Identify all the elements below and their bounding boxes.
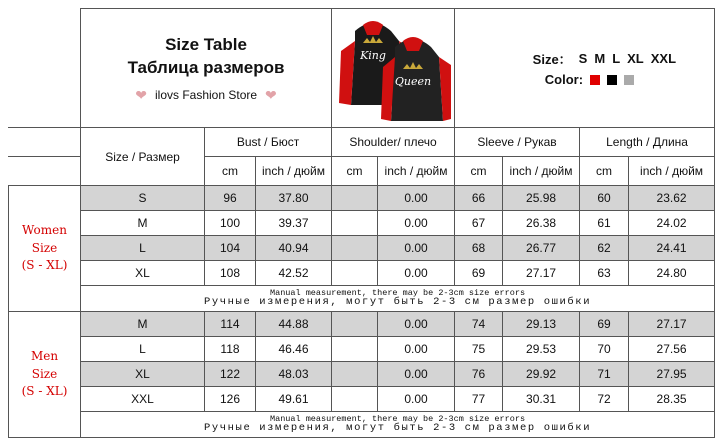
- cell-sleeve-cm: 76: [455, 362, 503, 387]
- cell-sleeve-in: 29.13: [503, 312, 580, 337]
- cell-sleeve-cm: 66: [455, 186, 503, 211]
- cell-size: S: [81, 186, 205, 211]
- cell-length-in: 28.35: [629, 387, 715, 412]
- cell-shoulder-in: 0.00: [378, 312, 455, 337]
- gray-swatch: [624, 75, 634, 85]
- cell-shoulder-in: 0.00: [378, 261, 455, 286]
- unit-inch: inch / дюйм: [378, 157, 455, 186]
- column-header-row: [9, 128, 715, 157]
- store-name: ilovs Fashion Store: [154, 88, 258, 102]
- cell-length-cm: 63: [580, 261, 629, 286]
- cell-shoulder-in: 0.00: [378, 387, 455, 412]
- size-chart: [8, 8, 714, 440]
- note-row: [9, 286, 715, 312]
- note-row: [9, 412, 715, 438]
- col-sleeve: Sleeve / Рукав: [455, 128, 580, 157]
- cell-bust-cm: 96: [205, 186, 256, 211]
- cell-bust-in: 46.46: [256, 337, 332, 362]
- cell-length-cm: 61: [580, 211, 629, 236]
- unit-cm: cm: [332, 157, 378, 186]
- cell-bust-in: 37.80: [256, 186, 332, 211]
- cell-bust-in: 42.52: [256, 261, 332, 286]
- cell-size: M: [81, 211, 205, 236]
- unit-cm: cm: [455, 157, 503, 186]
- cell-shoulder-cm: [332, 236, 378, 261]
- table-row: [9, 362, 715, 387]
- size-table: [8, 8, 715, 438]
- cell-sleeve-in: 30.31: [503, 387, 580, 412]
- cell-size: L: [81, 236, 205, 261]
- sizes-label: Size：: [532, 52, 572, 67]
- cell-sleeve-in: 25.98: [503, 186, 580, 211]
- cell-shoulder-cm: [332, 362, 378, 387]
- table-row: [9, 236, 715, 261]
- men-size-label: [9, 312, 81, 438]
- cell-sleeve-in: 27.17: [503, 261, 580, 286]
- cell-sleeve-in: 29.92: [503, 362, 580, 387]
- col-length: Length / Длина: [580, 128, 715, 157]
- group-label-line: Size: [31, 240, 58, 255]
- cell-length-in: 27.17: [629, 312, 715, 337]
- men-section: [9, 312, 715, 438]
- corner-cell: [9, 128, 81, 157]
- svg-text:Queen: Queen: [394, 75, 432, 88]
- svg-text:King: King: [360, 49, 386, 62]
- table-row: [9, 312, 715, 337]
- title-ru: Таблица размеров: [127, 57, 285, 77]
- cell-length-in: 27.56: [629, 337, 715, 362]
- cell-length-cm: 70: [580, 337, 629, 362]
- cell-bust-cm: 118: [205, 337, 256, 362]
- group-label-line: (S - XL): [21, 384, 68, 399]
- sizes-line: [455, 49, 714, 68]
- cell-bust-in: 44.88: [256, 312, 332, 337]
- size-option: XL: [627, 51, 644, 66]
- info-block: [455, 9, 715, 128]
- cell-length-in: 24.02: [629, 211, 715, 236]
- unit-cm: cm: [205, 157, 256, 186]
- corner-cell: [9, 157, 81, 186]
- cell-sleeve-in: 29.53: [503, 337, 580, 362]
- cell-bust-in: 39.37: [256, 211, 332, 236]
- cell-bust-in: 49.61: [256, 387, 332, 412]
- cell-shoulder-in: 0.00: [378, 236, 455, 261]
- banner-row: [9, 9, 715, 128]
- store-line: [81, 87, 331, 104]
- group-label-line: Men: [30, 349, 59, 364]
- cell-size: M: [81, 312, 205, 337]
- cell-shoulder-in: 0.00: [378, 362, 455, 387]
- cell-length-in: 27.95: [629, 362, 715, 387]
- size-option: XXL: [650, 51, 677, 66]
- red-swatch: [590, 75, 600, 85]
- note-ru: Ручные измерения, могут быть 2-3 см размер ошибки: [203, 422, 592, 435]
- table-row: [9, 211, 715, 236]
- group-label-line: (S - XL): [21, 258, 68, 273]
- cell-bust-in: 40.94: [256, 236, 332, 261]
- cell-shoulder-cm: [332, 387, 378, 412]
- colors-line: [455, 72, 714, 87]
- cell-bust-cm: 108: [205, 261, 256, 286]
- cell-length-cm: 69: [580, 312, 629, 337]
- measurement-note: [81, 412, 715, 438]
- cell-shoulder-cm: [332, 211, 378, 236]
- cell-size: XL: [81, 261, 205, 286]
- title-block: [81, 9, 332, 128]
- cell-shoulder-cm: [332, 261, 378, 286]
- cell-sleeve-cm: 69: [455, 261, 503, 286]
- cell-size: XXL: [81, 387, 205, 412]
- cell-shoulder-cm: [332, 312, 378, 337]
- group-label-line: Women: [22, 223, 67, 238]
- cell-size: L: [81, 337, 205, 362]
- cell-shoulder-in: 0.00: [378, 186, 455, 211]
- size-option: S: [578, 51, 588, 66]
- unit-inch: inch / дюйм: [503, 157, 580, 186]
- cell-sleeve-in: 26.38: [503, 211, 580, 236]
- cell-bust-in: 48.03: [256, 362, 332, 387]
- cell-bust-cm: 104: [205, 236, 256, 261]
- black-swatch: [607, 75, 617, 85]
- measurement-note: [81, 286, 715, 312]
- unit-cm: cm: [580, 157, 629, 186]
- cell-bust-cm: 126: [205, 387, 256, 412]
- col-size: Size / Размер: [81, 128, 205, 186]
- cell-sleeve-cm: 77: [455, 387, 503, 412]
- cell-shoulder-in: 0.00: [378, 211, 455, 236]
- cell-length-cm: 62: [580, 236, 629, 261]
- size-option: M: [594, 51, 606, 66]
- cell-sleeve-cm: 68: [455, 236, 503, 261]
- cell-length-in: 24.41: [629, 236, 715, 261]
- note-en: Manual measurement, there may be 2-3cm size errors: [270, 413, 526, 424]
- heart-icon: ❤: [265, 86, 277, 103]
- cell-length-in: 23.62: [629, 186, 715, 211]
- unit-inch: inch / дюйм: [256, 157, 332, 186]
- group-label-line: Size: [31, 366, 58, 381]
- table-row: [9, 337, 715, 362]
- cell-sleeve-in: 26.77: [503, 236, 580, 261]
- table-row: [9, 387, 715, 412]
- cell-sleeve-cm: 67: [455, 211, 503, 236]
- women-size-label: [9, 186, 81, 312]
- cell-shoulder-in: 0.00: [378, 337, 455, 362]
- title-en: Size Table: [165, 34, 247, 54]
- cell-bust-cm: 122: [205, 362, 256, 387]
- hoodie-pair-image: [333, 13, 453, 123]
- cell-length-in: 24.80: [629, 261, 715, 286]
- table-row: [9, 186, 715, 211]
- color-label: Color:: [544, 72, 584, 87]
- cell-size: XL: [81, 362, 205, 387]
- note-en: Manual measurement, there may be 2-3cm size errors: [270, 287, 526, 298]
- heart-icon: ❤: [135, 86, 147, 103]
- col-shoulder: Shoulder/ плечо: [332, 128, 455, 157]
- women-section: [9, 186, 715, 312]
- size-option: L: [612, 51, 621, 66]
- cell-sleeve-cm: 74: [455, 312, 503, 337]
- col-bust: Bust / Бюст: [205, 128, 332, 157]
- cell-bust-cm: 114: [205, 312, 256, 337]
- cell-shoulder-cm: [332, 186, 378, 211]
- note-ru: Ручные измерения, могут быть 2-3 см размер ошибки: [203, 296, 592, 309]
- cell-length-cm: 72: [580, 387, 629, 412]
- cell-length-cm: 60: [580, 186, 629, 211]
- product-photo: [332, 9, 455, 128]
- corner-cell: [9, 9, 81, 128]
- cell-length-cm: 71: [580, 362, 629, 387]
- cell-sleeve-cm: 75: [455, 337, 503, 362]
- cell-shoulder-cm: [332, 337, 378, 362]
- unit-inch: inch / дюйм: [629, 157, 715, 186]
- table-row: [9, 261, 715, 286]
- cell-bust-cm: 100: [205, 211, 256, 236]
